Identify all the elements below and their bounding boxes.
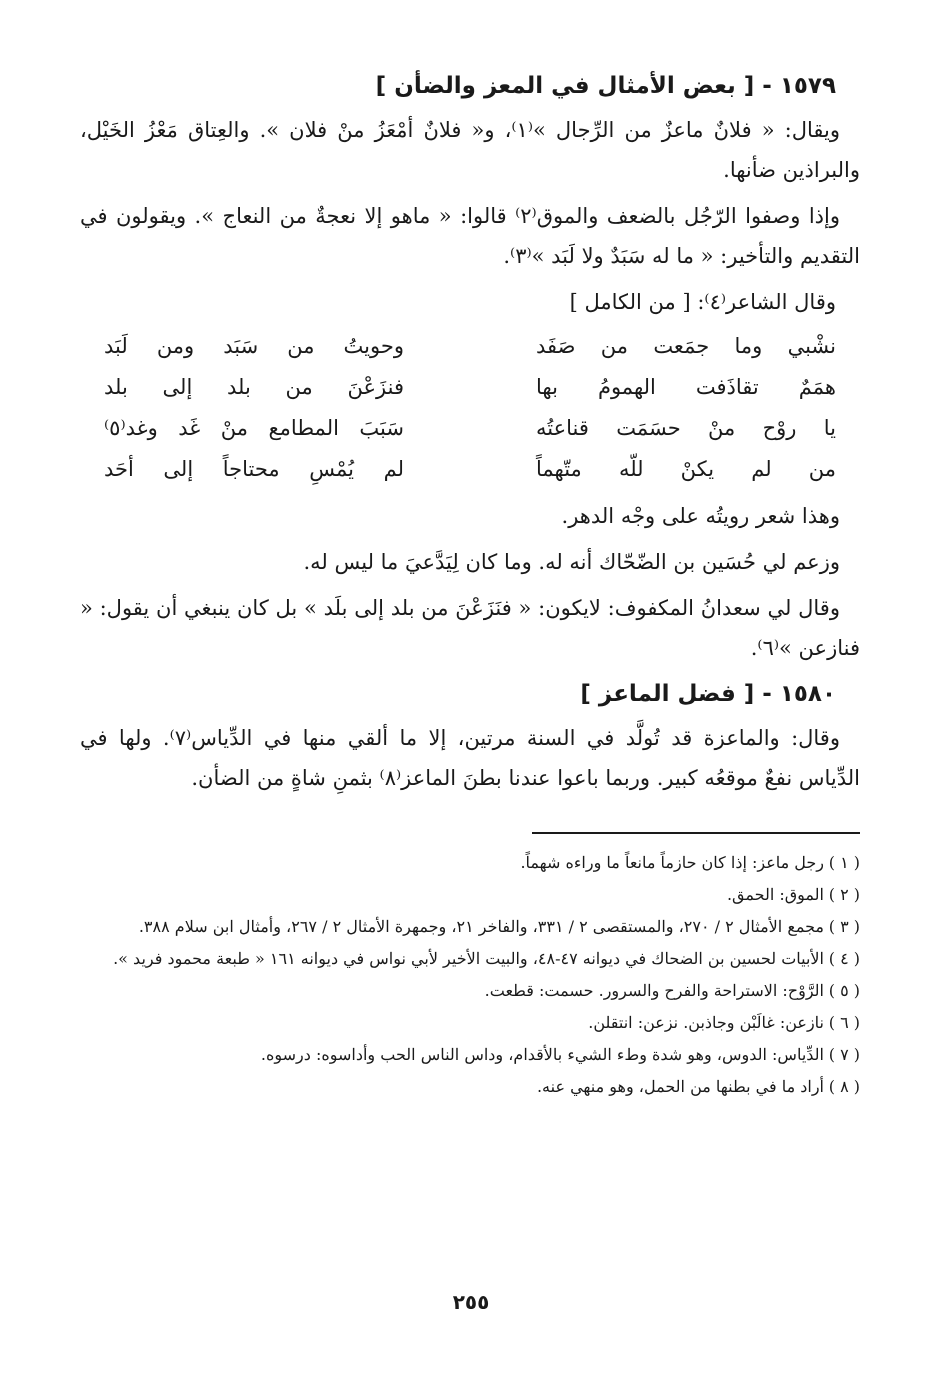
footnote-number: ( ١ ) [828, 853, 860, 872]
footnote-text: الرَّوْح: الاستراحة والفرح والسرور. حسمت: قطعت. [484, 981, 824, 1000]
footnote-text: مجمع الأمثال ٢ / ٢٧٠، والمستقصى ٢ / ٣٣١، والفاخر ٢١، وجمهرة الأمثال ٢ / ٢٦٧، وأمثال ابن سلام ٣٨٨. [138, 917, 824, 936]
footnote-separator [532, 832, 860, 834]
verse-introduction: وقال الشاعر⁽٤⁾: [ من الكامل ] [569, 290, 836, 314]
footnote-text: الأبيات لحسين بن الضحاك في ديوانه ٤٧-٤٨، والبيت الأخير لأبي نواس في ديوانه ١٦١ « طبعة محمود فريد ». [113, 949, 824, 968]
section-heading-1580: ١٥٨٠ - [ فضل الماعز ] [580, 681, 836, 707]
footnote [80, 848, 860, 877]
verse-second-hemistich: فنزَعْنَ من بلد إلى بلد [104, 375, 404, 399]
verse-first-hemistich: همَمٌ تقاذَفت الهمومُ بها [536, 375, 836, 399]
page-number: ٢٥٥ [452, 1290, 490, 1314]
footnote-number: ( ٢ ) [828, 885, 860, 904]
footnote-number: ( ٦ ) [828, 1013, 860, 1032]
footnote-number: ( ٥ ) [828, 981, 860, 1000]
footnotes [80, 848, 860, 1101]
footnote-text: الموق: الحمق. [726, 885, 824, 904]
footnote [80, 976, 860, 1005]
footnote-number: ( ٨ ) [828, 1077, 860, 1096]
footnote [80, 1040, 860, 1069]
verse-second-hemistich: لم يُمْسِ محتاجاً إلى أحَد [104, 457, 404, 481]
paragraph-maiz-sayings: ويقال: « فلانٌ ماعزٌ من الرِّجال »⁽١⁾، و« فلانٌ أمْعَزُ منْ فلان ». والعِتاق مَعْزُ الخَيْل، والبراذين ضأنها. [80, 118, 860, 182]
paragraph-weakness: وإذا وصفوا الرّجُل بالضعف والموق⁽٢⁾ قالوا: « ماهو إلا نعجةٌ من النعاج ». ويقولون في التقديم والتأخير: « ما له سَبَدٌ ولا لَبَد »⁽٣⁾. [80, 204, 860, 268]
verse-line [104, 408, 836, 449]
footnote-text: نازعن: غالَبْن وجاذبن. نزعن: انتقلن. [588, 1013, 824, 1032]
footnote-number: ( ٣ ) [828, 917, 860, 936]
verse-line [104, 326, 836, 367]
verse-first-hemistich: يا روْح منْ حسَمَت قناعتُه [536, 416, 836, 440]
verse-second-hemistich: وحويتُ من سَبَد ومن لَبَد [104, 334, 404, 358]
footnote [80, 1008, 860, 1037]
footnote [80, 912, 860, 941]
verse-line [104, 367, 836, 408]
paragraph-maiz-virtue: وقال: والماعزة قد تُولَّد في السنة مرتين، إلا ما ألقي منها في الدِّياس⁽٧⁾. ولها في الدِّياس نفعٌ موقعُه كبير. وربما باعوا عندنا بطنَ الماعز⁽٨⁾ بثمنِ شاةٍ من الضأن. [80, 726, 860, 790]
book-page [80, 60, 860, 1104]
footnote [80, 944, 860, 973]
verse-second-hemistich: سَبَبَ المطامع منْ غَد وغد⁽٥⁾ [104, 416, 404, 440]
verse-first-hemistich: نشْبي وما جمَعت من صَفَد [536, 334, 836, 358]
poem [104, 326, 836, 490]
footnote [80, 1072, 860, 1101]
verse-first-hemistich: من لم يكنْ للّه متّهماً [536, 457, 836, 481]
footnote-text: الدِّياس: الدوس، وهو شدة وطء الشيء بالأقدام، وداس الناس الحب وأداسوه: درسوه. [260, 1045, 824, 1064]
paragraph-poem-note: وهذا شعر رويتُه على وجْه الدهر. [561, 504, 840, 528]
paragraph-saadan: وقال لي سعدانُ المكفوف: لايكون: « فنَزَعْنَ من بلد إلى بلَد » بل كان ينبغي أن يقول: « فنازعن »⁽٦⁾. [80, 596, 860, 660]
footnote-text: رجل ماعز: إذا كان حازماً مانعاً ما وراءه شهماً. [520, 853, 824, 872]
paragraph-attribution: وزعم لي حُسَين بن الضّحّاك أنه له. وما كان لِيَدَّعيَ ما ليس له. [303, 550, 840, 574]
footnote-number: ( ٤ ) [828, 949, 860, 968]
section-heading-1579: ١٥٧٩ - [ بعض الأمثال في المعز والضأن ] [375, 73, 836, 99]
footnote-number: ( ٧ ) [828, 1045, 860, 1064]
footnote [80, 880, 860, 909]
footnote-text: أراد ما في بطنها من الحمل، وهو منهي عنه. [536, 1077, 824, 1096]
verse-line [104, 449, 836, 490]
